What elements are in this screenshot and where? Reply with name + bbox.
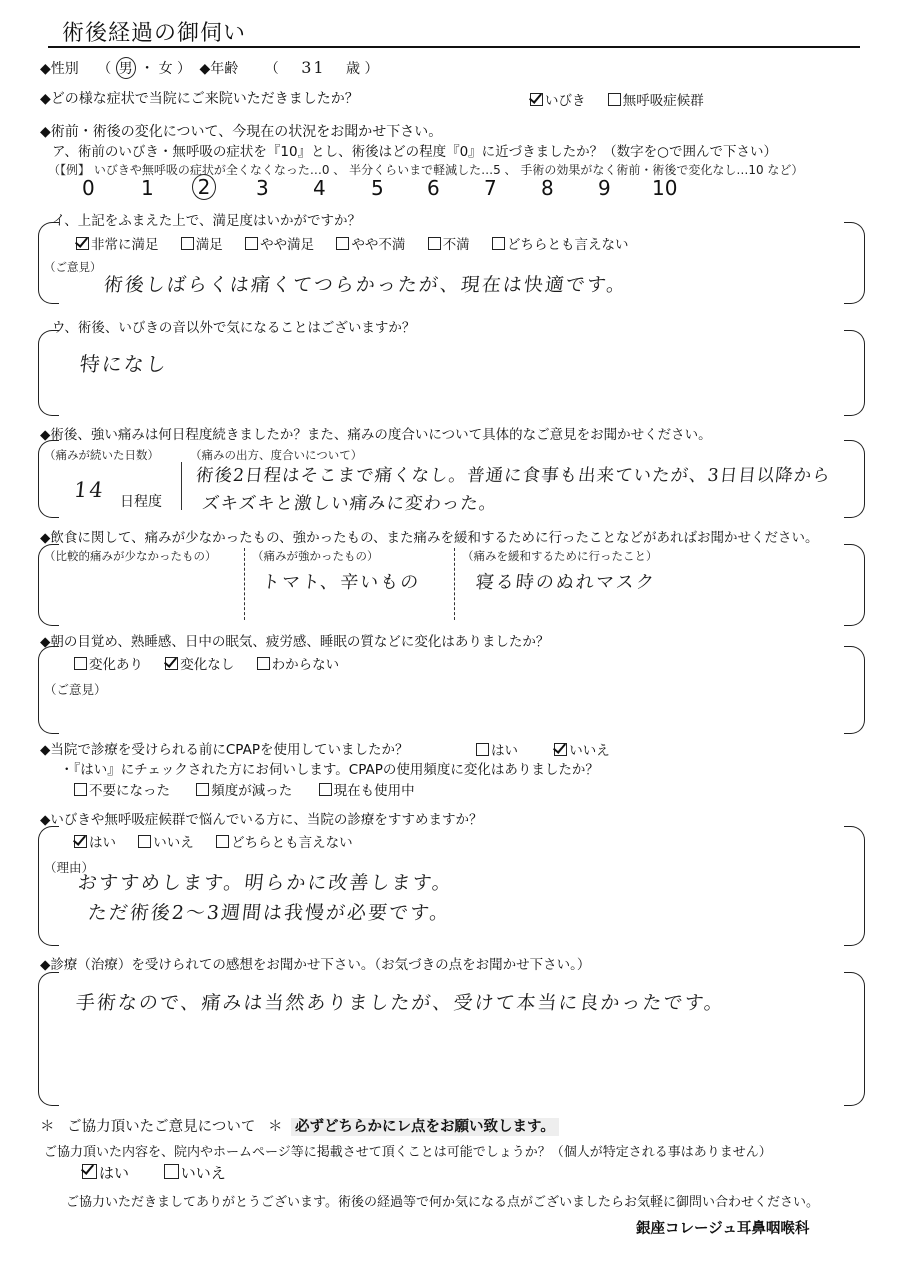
scale-6[interactable]: 6	[427, 176, 440, 200]
footer-note-emphasis: 必ずどちらかにレ点をお願い致します。	[291, 1118, 559, 1136]
change-sub-question: ア、術前のいびき・無呼吸の症状を『10』とし、術後はどの程度『0』に近づきましたか？（数字を○で囲んで下さい）	[52, 144, 777, 160]
morning-opinion-label: （ご意見）	[44, 682, 107, 697]
food-col1-label: （比較的痛みが少なかったもの）	[44, 549, 217, 563]
cpap-option-no[interactable]	[554, 743, 610, 759]
pain-detail-label: （痛みの出方、度合いについて）	[190, 448, 363, 462]
pain-days-label: （痛みが続いた日数）	[44, 448, 159, 462]
gender-row	[40, 57, 378, 79]
recommend-options	[74, 831, 371, 851]
recommend-option-label: いいえ	[153, 835, 194, 851]
gender-female-option[interactable]: 女	[158, 61, 173, 77]
checkbox-icon	[216, 835, 229, 848]
gender-close: ）	[177, 61, 192, 77]
satisfaction-opinion[interactable]: 術後しばらくは痛くてつらかったが、現在は快適です。	[102, 274, 629, 296]
scale-1[interactable]: 1	[141, 176, 154, 200]
gender-male-option[interactable]	[116, 57, 136, 79]
food-col2-answer[interactable]: トマト、辛いもの	[260, 572, 422, 593]
satisfaction-option-somewhat-satisfied[interactable]	[245, 237, 314, 253]
symptom-options	[530, 89, 722, 109]
morning-option-no-change[interactable]	[165, 657, 234, 673]
checkbox-icon	[336, 237, 349, 250]
checkbox-icon	[608, 93, 621, 106]
footer-permission-no[interactable]	[164, 1164, 226, 1182]
morning-options	[74, 653, 357, 673]
impression-bracket-right	[844, 972, 865, 1106]
checkbox-icon	[257, 657, 270, 670]
other-question: ウ、術後、いびきの音以外で気になることはございますか？	[52, 320, 416, 336]
satisfaction-option-somewhat-dissatisfied[interactable]	[336, 237, 405, 253]
change-example: （【例】 いびきや無呼吸の症状が全くなくなった…0 、 半分くらいまで軽減した…5 、 手術の効果がなく術前・術後で変化なし…10 など）	[48, 163, 804, 177]
gender-open: （	[97, 61, 112, 77]
morning-question: ◆朝の目覚め、熟睡感、日中の眠気、疲労感、睡眠の質などに変化はありましたか？	[40, 634, 550, 650]
checkbox-checked-icon	[165, 657, 178, 670]
cpap-question: ◆当院で診療を受けられる前にCPAPを使用していましたか？	[40, 742, 409, 758]
pain-days-unit: 日程度	[120, 494, 162, 510]
checkbox-icon	[319, 783, 332, 796]
morning-option-unknown[interactable]	[257, 657, 340, 673]
checkbox-checked-icon	[76, 237, 89, 250]
impression-bracket-left	[38, 972, 59, 1106]
cpap-sub-option-label: 頻度が減った	[211, 783, 293, 799]
clinic-name: 銀座コレージュ耳鼻咽喉科	[636, 1221, 810, 1237]
pain-bracket-right	[844, 440, 865, 518]
footer-permission-label: いいえ	[180, 1164, 226, 1182]
recommend-option-neither[interactable]	[216, 835, 353, 851]
recommend-option-no[interactable]	[138, 835, 194, 851]
satisfaction-question: イ、上記をふまえた上で、満足度はいかがですか？	[52, 213, 362, 229]
symptom-option-snoring[interactable]	[530, 93, 586, 109]
scale-7[interactable]: 7	[484, 176, 497, 200]
age-unit: 歳	[346, 61, 360, 77]
checkbox-icon	[492, 237, 505, 250]
cpap-option-yes[interactable]	[476, 743, 518, 759]
satisfaction-option-label: 不満	[442, 237, 470, 253]
satisfaction-bracket-right	[844, 222, 865, 304]
other-bracket-left	[38, 330, 59, 416]
cpap-sub-option-still-using[interactable]	[319, 783, 415, 799]
checkbox-icon	[476, 743, 489, 756]
scale-10[interactable]: 10	[652, 176, 678, 200]
satisfaction-option-very-satisfied[interactable]	[76, 237, 159, 253]
checkbox-icon	[196, 783, 209, 796]
cpap-option-label: はい	[491, 743, 518, 759]
footer-permission-question: ご協力頂いた内容を、院内やホームページ等に掲載させて頂くことは可能でしょうか？（個人が特定される事はありません）	[44, 1145, 772, 1160]
age-label: ◆年齢	[199, 61, 239, 77]
satisfaction-option-satisfied[interactable]	[181, 237, 223, 253]
pain-divider	[181, 462, 182, 510]
pain-detail-line1[interactable]: 術後2日程はそこまで痛くなし。普通に食事も出来ていたが、3日目以降から	[194, 466, 832, 486]
gender-male-label: 男	[118, 61, 133, 77]
satisfaction-option-label: どちらとも言えない	[506, 237, 629, 253]
symptom-question: ◆どの様な症状で当院にご来院いただきましたか？	[40, 91, 359, 107]
satisfaction-option-dissatisfied[interactable]	[428, 237, 470, 253]
recommend-bracket-right	[844, 826, 865, 946]
symptom-option-apnea[interactable]	[608, 93, 704, 109]
food-divider-1	[244, 548, 245, 620]
checkbox-icon	[181, 237, 194, 250]
recommend-reason-line2[interactable]: ただ術後2〜3週間は我慢が必要です。	[86, 902, 452, 924]
footer-thanks: ご協力いただきましてありがとうございます。術後の経過等で何か気になる点がございましたらお気軽に御問い合わせください。	[66, 1195, 819, 1210]
footer-star: ＊	[40, 1119, 55, 1135]
recommend-bracket-left	[38, 826, 59, 946]
symptom-option-label: 無呼吸症候群	[622, 93, 704, 109]
recommend-option-label: どちらとも言えない	[231, 835, 353, 851]
food-col3-answer[interactable]: 寝る時のぬれマスク	[474, 572, 657, 593]
food-question: ◆飲食に関して、痛みが少なかったもの、強かったもの、また痛みを緩和するために行ったことなどがあればお聞かせください。	[40, 530, 819, 546]
footer-note-title: ご協力頂いたご意見について	[67, 1119, 256, 1135]
recommend-reason-label: （理由）	[44, 860, 95, 875]
recommend-reason-line1[interactable]: おすすめします。明らかに改善します。	[76, 872, 455, 894]
age-close: ）	[364, 61, 379, 77]
cpap-options	[476, 739, 628, 759]
pain-days-value[interactable]: 14	[72, 478, 106, 502]
satisfaction-option-label: やや不満	[351, 237, 406, 253]
impression-question: ◆診療（治療）を受けられての感想をお聞かせ下さい。（お気づきの点をお聞かせ下さい。）	[40, 957, 591, 973]
satisfaction-opinion-label: （ご意見）	[44, 260, 102, 274]
checkbox-icon	[74, 657, 87, 670]
checkbox-icon	[428, 237, 441, 250]
checkbox-checked-icon	[530, 93, 543, 106]
checkbox-icon	[74, 783, 87, 796]
impression-answer[interactable]: 手術なので、痛みは当然ありましたが、受けて本当に良かったです。	[74, 992, 727, 1014]
other-bracket-right	[844, 330, 865, 416]
pain-question: ◆術後、強い痛みは何日程度続きましたか？また、痛みの度合いについて具体的なご意見をお聞かせください。	[40, 427, 712, 443]
satisfaction-option-label: 非常に満足	[91, 237, 159, 253]
satisfaction-option-label: 満足	[195, 237, 223, 253]
footer-star: ＊	[267, 1119, 283, 1135]
cpap-sub-option-label: 不要になった	[89, 783, 170, 799]
footer-permission-options	[82, 1162, 226, 1183]
morning-option-label: 変化なし	[180, 657, 235, 673]
gender-sep: ・	[140, 61, 155, 77]
checkbox-icon	[164, 1164, 179, 1179]
checkbox-icon	[245, 237, 258, 250]
food-divider-2	[454, 548, 455, 620]
scale-4[interactable]: 4	[313, 176, 326, 200]
scale-2-selected[interactable]	[192, 174, 216, 200]
title-underline	[48, 46, 860, 48]
recommend-question: ◆いびきや無呼吸症候群で悩んでいる方に、当院の診療をすすめますか？	[40, 812, 483, 828]
cpap-sub-option-reduced[interactable]	[196, 783, 292, 799]
scale-8[interactable]: 8	[541, 176, 554, 200]
scale-5[interactable]: 5	[371, 176, 384, 200]
food-bracket-right	[844, 544, 865, 626]
cpap-sub-option-unneeded[interactable]	[74, 783, 170, 799]
recommend-option-yes[interactable]	[74, 835, 116, 851]
checkbox-checked-icon	[82, 1164, 97, 1179]
pain-detail-line2[interactable]: ズキズキと激しい痛みに変わった。	[200, 494, 499, 514]
scale-9[interactable]: 9	[598, 176, 611, 200]
scale-2-label: 2	[197, 175, 211, 199]
gender-label: ◆性別	[40, 61, 79, 77]
morning-option-label: わからない	[271, 657, 340, 673]
morning-bracket-right	[844, 646, 865, 734]
morning-option-label: 変化あり	[89, 657, 143, 673]
cpap-sub-question: ・『はい』にチェックされた方にお伺いします。CPAPの使用頻度に変化はありましたか？	[60, 762, 599, 778]
satisfaction-option-label: やや満足	[260, 237, 315, 253]
food-col2-label: （痛みが強かったもの）	[252, 549, 379, 563]
age-value[interactable]: 31	[301, 58, 326, 77]
footer-permission-yes[interactable]	[82, 1164, 129, 1182]
page-title: 術後経過の御伺い	[62, 21, 247, 46]
satisfaction-options	[76, 233, 646, 253]
cpap-sub-option-label: 現在も使用中	[333, 783, 415, 799]
symptom-option-label: いびき	[545, 93, 586, 109]
footer-note	[40, 1115, 559, 1136]
scale-3[interactable]: 3	[256, 176, 269, 200]
checkbox-checked-icon	[554, 743, 567, 756]
checkbox-checked-icon	[74, 835, 87, 848]
footer-permission-label: はい	[99, 1164, 130, 1182]
cpap-option-label: いいえ	[569, 743, 610, 759]
cpap-sub-options	[74, 779, 433, 799]
satisfaction-option-neither[interactable]	[492, 237, 629, 253]
change-question: ◆術前・術後の変化について、今現在の状況をお聞かせ下さい。	[40, 124, 443, 140]
scale-0[interactable]: 0	[82, 176, 95, 200]
age-open: （	[264, 61, 279, 77]
food-col3-label: （痛みを緩和するために行ったこと）	[462, 549, 658, 563]
morning-option-changed[interactable]	[74, 657, 143, 673]
recommend-option-label: はい	[89, 835, 116, 851]
checkbox-icon	[138, 835, 151, 848]
other-answer[interactable]: 特になし	[78, 352, 170, 376]
